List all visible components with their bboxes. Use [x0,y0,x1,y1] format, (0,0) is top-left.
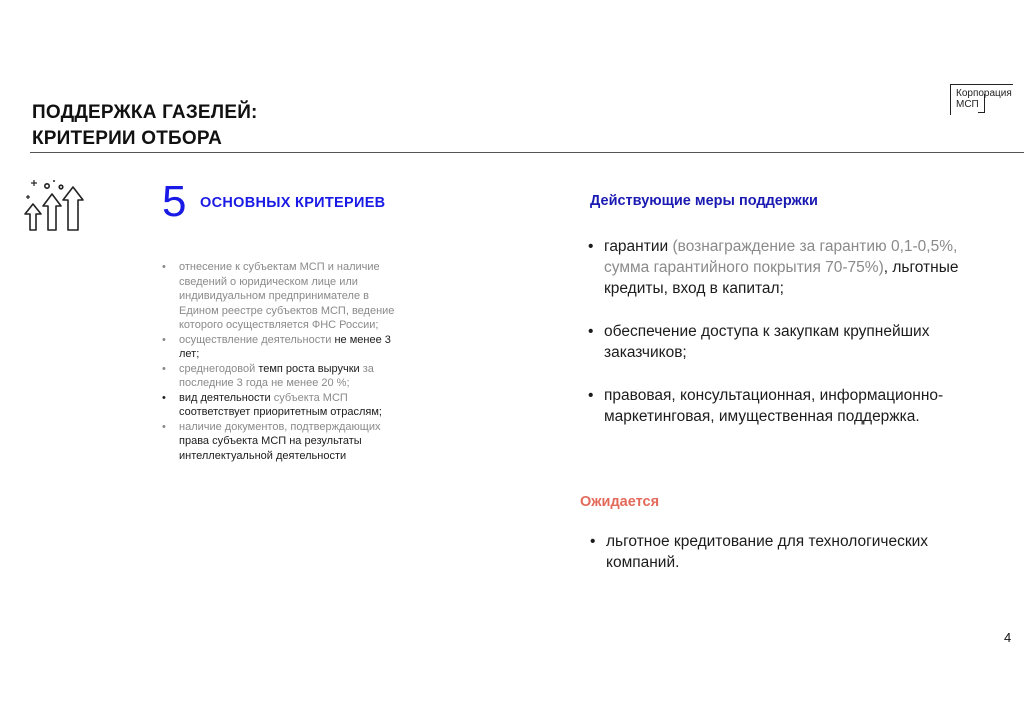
criteria-item-text: наличие документов, подтверждающих [179,420,381,433]
criteria-count: 5 [162,177,187,226]
criteria-heading: ОСНОВНЫХ КРИТЕРИЕВ [200,195,386,211]
criteria-item-highlight: не менее 3 лет; [179,333,391,360]
criteria-item [160,362,400,391]
logo-text-line1: Корпорация [956,88,1012,99]
criteria-item [160,420,400,464]
page-title-line1: ПОДДЕРЖКА ГАЗЕЛЕЙ: [32,102,258,123]
expected-item-text: льготное кредитование для технологических компаний. [606,533,929,571]
criteria-list [160,260,400,463]
criteria-item-text: субъекта МСП [270,391,348,404]
measures-item [588,236,998,299]
measures-item-text: обеспечение доступа к закупкам крупнейших заказчиков; [604,323,930,361]
criteria-item-highlight: вид деятельности [179,391,271,404]
measures-item-text: , льготные кредиты, вход в капитал; [604,259,959,297]
page-title [32,100,258,152]
measures-item-text: правовая, консультационная, информационно-маркетинговая, имущественная поддержка. [604,387,944,425]
criteria-item-highlight: права субъекта МСП на результаты интеллектуальной деятельности [179,435,362,462]
criteria-item-text: среднегодовой [179,362,259,375]
measures-item-text: гарантии [604,238,673,255]
logo-text-line2: МСП [956,99,979,110]
measures-list [588,236,998,449]
criteria-item-text: за последние 3 года [179,362,374,389]
page-title-line2: КРИТЕРИИ ОТБОРА [32,128,223,149]
page-number: 4 [1004,630,1012,645]
measures-item [588,321,998,363]
expected-heading: Ожидается [580,494,660,510]
msp-corporation-logo [950,82,1020,118]
criteria-item-highlight: темп роста выручки [258,362,360,375]
criteria-item-text: осуществление деятельности [179,333,335,346]
criteria-item-text: не менее 20 %; [271,377,350,389]
measures-heading: Действующие меры поддержки [590,193,818,209]
criteria-item-highlight: соответствует приоритетным отраслям; [179,406,382,418]
header-divider [30,152,1024,153]
criteria-item [160,260,400,333]
measures-item-muted: (вознаграждение за гарантию 0,1-0,5%, сумма гарантийного покрытия 70-75%) [604,238,958,276]
measures-item [588,385,998,427]
criteria-item [160,391,400,420]
expected-list [590,531,1000,573]
expected-item [590,531,1000,573]
growth-arrows-icon [20,178,90,236]
criteria-item-text: отнесение к субъектам МСП и наличие сведений о юридическом лице или индивидуальном предпринимателе в Едином реестре субъектов МСП, ведение которого осуществляется ФНС России; [179,261,395,331]
criteria-item [160,333,400,362]
